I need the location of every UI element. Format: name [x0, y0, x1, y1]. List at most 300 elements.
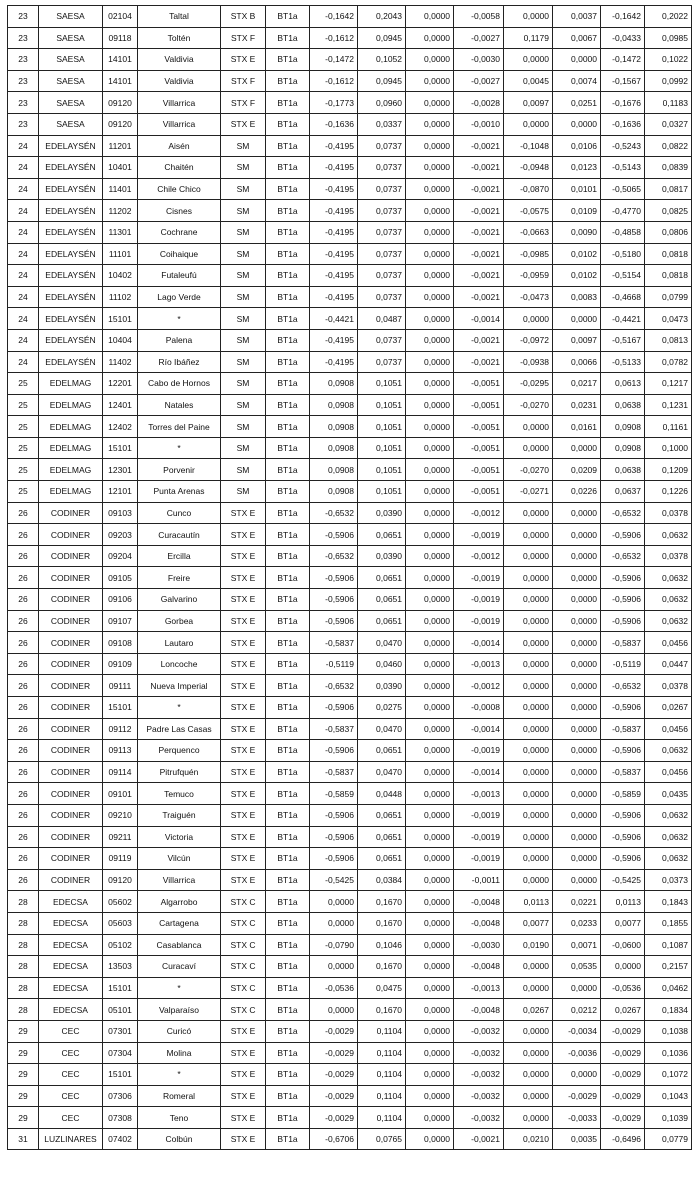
cell-commune-code: 13503 — [103, 956, 138, 978]
cell-value-b: 0,0737 — [358, 135, 406, 157]
cell-value-f: -0,0029 — [553, 1085, 601, 1107]
cell-commune-code: 15101 — [103, 697, 138, 719]
cell-tariff: BT1a — [266, 761, 310, 783]
cell-sector: SM — [221, 178, 266, 200]
cell-value-c: 0,0000 — [406, 1085, 454, 1107]
cell-value-c: 0,0000 — [406, 329, 454, 351]
table-row — [8, 135, 692, 157]
cell-value-d: -0,0021 — [454, 286, 504, 308]
cell-value-h: 0,1087 — [645, 934, 692, 956]
cell-tariff: BT1a — [266, 70, 310, 92]
cell-value-f: 0,0000 — [553, 113, 601, 135]
cell-value-g: -0,5837 — [601, 761, 645, 783]
cell-value-a: -0,4195 — [310, 157, 358, 179]
cell-value-c: 0,0000 — [406, 956, 454, 978]
cell-value-h: 0,0267 — [645, 697, 692, 719]
cell-value-f: 0,0037 — [553, 6, 601, 28]
cell-tariff: BT1a — [266, 394, 310, 416]
cell-company: EDECSA — [39, 912, 103, 934]
cell-value-e: 0,0190 — [504, 934, 553, 956]
cell-sector: SM — [221, 437, 266, 459]
cell-sector: SM — [221, 265, 266, 287]
cell-value-d: -0,0012 — [454, 545, 504, 567]
cell-company: CODINER — [39, 610, 103, 632]
cell-company: CODINER — [39, 567, 103, 589]
cell-company: EDECSA — [39, 999, 103, 1021]
cell-company: EDELAYSÉN — [39, 178, 103, 200]
cell-commune-code: 14101 — [103, 49, 138, 71]
cell-commune: Lago Verde — [138, 286, 221, 308]
cell-value-f: -0,0034 — [553, 1020, 601, 1042]
cell-value-f: 0,0000 — [553, 848, 601, 870]
cell-value-b: 0,1670 — [358, 999, 406, 1021]
cell-value-d: -0,0048 — [454, 891, 504, 913]
cell-zone: 28 — [8, 912, 39, 934]
cell-sector: STX E — [221, 826, 266, 848]
cell-company: SAESA — [39, 92, 103, 114]
cell-value-e: 0,0000 — [504, 545, 553, 567]
cell-value-a: -0,6532 — [310, 502, 358, 524]
cell-value-d: -0,0019 — [454, 848, 504, 870]
table-row — [8, 545, 692, 567]
cell-company: CEC — [39, 1020, 103, 1042]
cell-zone: 24 — [8, 200, 39, 222]
cell-commune: Chile Chico — [138, 178, 221, 200]
cell-commune: Loncoche — [138, 653, 221, 675]
cell-commune-code: 12101 — [103, 481, 138, 503]
cell-commune-code: 07308 — [103, 1107, 138, 1129]
cell-value-e: -0,0575 — [504, 200, 553, 222]
table-row — [8, 891, 692, 913]
cell-value-e: -0,0959 — [504, 265, 553, 287]
cell-value-f: 0,0000 — [553, 653, 601, 675]
cell-value-f: 0,0101 — [553, 178, 601, 200]
cell-commune-code: 12301 — [103, 459, 138, 481]
cell-value-c: 0,0000 — [406, 243, 454, 265]
table-row — [8, 848, 692, 870]
cell-value-h: 0,1183 — [645, 92, 692, 114]
cell-value-g: 0,0638 — [601, 459, 645, 481]
cell-value-e: -0,0663 — [504, 221, 553, 243]
cell-value-g: 0,0113 — [601, 891, 645, 913]
cell-commune: Galvarino — [138, 589, 221, 611]
cell-commune-code: 12201 — [103, 373, 138, 395]
cell-commune-code: 10404 — [103, 329, 138, 351]
cell-value-g: -0,5243 — [601, 135, 645, 157]
cell-commune: * — [138, 977, 221, 999]
cell-zone: 28 — [8, 891, 39, 913]
cell-value-e: 0,0000 — [504, 1042, 553, 1064]
cell-value-f: 0,0000 — [553, 804, 601, 826]
cell-sector: STX E — [221, 1107, 266, 1129]
cell-zone: 29 — [8, 1042, 39, 1064]
cell-value-g: -0,5906 — [601, 826, 645, 848]
cell-value-f: 0,0000 — [553, 524, 601, 546]
cell-value-b: 0,0737 — [358, 178, 406, 200]
cell-value-h: 0,1072 — [645, 1064, 692, 1086]
cell-value-h: 0,0822 — [645, 135, 692, 157]
cell-value-d: -0,0013 — [454, 783, 504, 805]
cell-company: CODINER — [39, 697, 103, 719]
table-row — [8, 70, 692, 92]
cell-value-b: 0,0470 — [358, 632, 406, 654]
cell-value-b: 0,0651 — [358, 826, 406, 848]
cell-value-h: 0,0456 — [645, 761, 692, 783]
cell-zone: 24 — [8, 135, 39, 157]
cell-value-a: -0,1612 — [310, 70, 358, 92]
cell-sector: STX C — [221, 956, 266, 978]
cell-value-h: 0,1000 — [645, 437, 692, 459]
cell-value-a: -0,4195 — [310, 178, 358, 200]
cell-value-e: 0,0000 — [504, 826, 553, 848]
cell-value-d: -0,0014 — [454, 718, 504, 740]
cell-tariff: BT1a — [266, 49, 310, 71]
cell-company: EDELAYSÉN — [39, 243, 103, 265]
cell-zone: 28 — [8, 977, 39, 999]
cell-value-c: 0,0000 — [406, 1020, 454, 1042]
cell-value-f: 0,0000 — [553, 783, 601, 805]
cell-sector: STX E — [221, 848, 266, 870]
cell-commune-code: 05603 — [103, 912, 138, 934]
cell-value-h: 0,1036 — [645, 1042, 692, 1064]
cell-value-a: 0,0908 — [310, 459, 358, 481]
cell-value-f: 0,0000 — [553, 740, 601, 762]
cell-value-h: 0,1209 — [645, 459, 692, 481]
cell-value-h: 0,1022 — [645, 49, 692, 71]
cell-commune-code: 09120 — [103, 92, 138, 114]
cell-value-a: -0,5859 — [310, 783, 358, 805]
cell-zone: 26 — [8, 761, 39, 783]
table-row — [8, 912, 692, 934]
cell-company: SAESA — [39, 70, 103, 92]
cell-value-h: 0,0632 — [645, 848, 692, 870]
cell-tariff: BT1a — [266, 675, 310, 697]
cell-commune: Cochrane — [138, 221, 221, 243]
cell-zone: 26 — [8, 826, 39, 848]
cell-value-a: 0,0000 — [310, 999, 358, 1021]
cell-value-g: -0,1636 — [601, 113, 645, 135]
cell-sector: STX F — [221, 92, 266, 114]
cell-value-e: 0,0000 — [504, 589, 553, 611]
table-row — [8, 956, 692, 978]
cell-value-g: -0,5837 — [601, 632, 645, 654]
cell-sector: STX E — [221, 804, 266, 826]
cell-commune: Punta Arenas — [138, 481, 221, 503]
cell-value-h: 0,0378 — [645, 502, 692, 524]
cell-zone: 31 — [8, 1128, 39, 1150]
cell-zone: 26 — [8, 718, 39, 740]
cell-value-d: -0,0021 — [454, 243, 504, 265]
cell-value-c: 0,0000 — [406, 70, 454, 92]
cell-commune: Palena — [138, 329, 221, 351]
cell-tariff: BT1a — [266, 653, 310, 675]
cell-tariff: BT1a — [266, 502, 310, 524]
cell-commune-code: 14101 — [103, 70, 138, 92]
cell-commune: Traiguén — [138, 804, 221, 826]
cell-company: EDELMAG — [39, 416, 103, 438]
cell-sector: STX E — [221, 675, 266, 697]
cell-commune: Cartagena — [138, 912, 221, 934]
cell-commune: Villarrica — [138, 869, 221, 891]
cell-value-e: 0,0113 — [504, 891, 553, 913]
cell-value-e: 0,0000 — [504, 308, 553, 330]
cell-value-c: 0,0000 — [406, 610, 454, 632]
cell-value-g: -0,5906 — [601, 848, 645, 870]
cell-value-c: 0,0000 — [406, 351, 454, 373]
cell-zone: 24 — [8, 329, 39, 351]
cell-commune: Porvenir — [138, 459, 221, 481]
cell-sector: STX E — [221, 113, 266, 135]
cell-zone: 23 — [8, 113, 39, 135]
cell-value-f: 0,0067 — [553, 27, 601, 49]
cell-value-a: -0,1773 — [310, 92, 358, 114]
cell-value-b: 0,1104 — [358, 1085, 406, 1107]
cell-value-c: 0,0000 — [406, 1128, 454, 1150]
cell-value-b: 0,2043 — [358, 6, 406, 28]
cell-value-g: 0,0908 — [601, 416, 645, 438]
cell-value-d: -0,0027 — [454, 70, 504, 92]
cell-sector: SM — [221, 459, 266, 481]
table-row — [8, 178, 692, 200]
cell-value-c: 0,0000 — [406, 1064, 454, 1086]
cell-commune: Molina — [138, 1042, 221, 1064]
cell-value-a: -0,0790 — [310, 934, 358, 956]
cell-value-h: 0,0813 — [645, 329, 692, 351]
cell-commune-code: 11402 — [103, 351, 138, 373]
cell-value-b: 0,0765 — [358, 1128, 406, 1150]
cell-value-d: -0,0021 — [454, 329, 504, 351]
cell-value-d: -0,0051 — [454, 481, 504, 503]
cell-zone: 24 — [8, 178, 39, 200]
cell-sector: SM — [221, 157, 266, 179]
cell-commune-code: 10401 — [103, 157, 138, 179]
cell-value-e: 0,0000 — [504, 977, 553, 999]
cell-company: EDELMAG — [39, 481, 103, 503]
cell-company: CODINER — [39, 653, 103, 675]
cell-value-f: -0,0036 — [553, 1042, 601, 1064]
cell-commune: Perquenco — [138, 740, 221, 762]
cell-sector: STX E — [221, 632, 266, 654]
table-row — [8, 869, 692, 891]
cell-value-h: 0,0817 — [645, 178, 692, 200]
cell-company: CODINER — [39, 718, 103, 740]
cell-sector: SM — [221, 329, 266, 351]
cell-commune: * — [138, 437, 221, 459]
cell-value-g: 0,0000 — [601, 956, 645, 978]
cell-zone: 26 — [8, 567, 39, 589]
cell-value-h: 0,0782 — [645, 351, 692, 373]
cell-value-c: 0,0000 — [406, 848, 454, 870]
cell-value-c: 0,0000 — [406, 653, 454, 675]
cell-value-f: 0,0000 — [553, 632, 601, 654]
cell-commune: Romeral — [138, 1085, 221, 1107]
cell-commune: Villarrica — [138, 92, 221, 114]
cell-zone: 26 — [8, 502, 39, 524]
cell-commune-code: 07304 — [103, 1042, 138, 1064]
cell-value-e: 0,0000 — [504, 804, 553, 826]
cell-value-e: 0,0000 — [504, 848, 553, 870]
cell-value-g: -0,0029 — [601, 1064, 645, 1086]
cell-sector: STX E — [221, 589, 266, 611]
cell-value-a: -0,0029 — [310, 1042, 358, 1064]
cell-sector: STX E — [221, 1042, 266, 1064]
cell-value-b: 0,0337 — [358, 113, 406, 135]
cell-tariff: BT1a — [266, 329, 310, 351]
cell-sector: STX E — [221, 718, 266, 740]
cell-value-a: -0,0029 — [310, 1085, 358, 1107]
cell-value-e: 0,0000 — [504, 1064, 553, 1086]
cell-commune-code: 09103 — [103, 502, 138, 524]
cell-commune-code: 09112 — [103, 718, 138, 740]
cell-tariff: BT1a — [266, 956, 310, 978]
cell-value-b: 0,1051 — [358, 416, 406, 438]
table-row — [8, 977, 692, 999]
cell-value-e: -0,1048 — [504, 135, 553, 157]
cell-company: EDELAYSÉN — [39, 286, 103, 308]
cell-value-e: 0,0000 — [504, 1085, 553, 1107]
cell-value-d: -0,0021 — [454, 1128, 504, 1150]
cell-value-g: -0,4858 — [601, 221, 645, 243]
cell-tariff: BT1a — [266, 977, 310, 999]
cell-value-g: -0,5906 — [601, 697, 645, 719]
table-row — [8, 740, 692, 762]
cell-tariff: BT1a — [266, 718, 310, 740]
cell-sector: STX E — [221, 567, 266, 589]
cell-value-c: 0,0000 — [406, 49, 454, 71]
cell-sector: SM — [221, 394, 266, 416]
cell-value-g: -0,5906 — [601, 524, 645, 546]
cell-value-b: 0,1051 — [358, 459, 406, 481]
cell-value-b: 0,0737 — [358, 329, 406, 351]
cell-value-d: -0,0021 — [454, 221, 504, 243]
cell-sector: SM — [221, 286, 266, 308]
cell-tariff: BT1a — [266, 912, 310, 934]
cell-value-a: -0,6532 — [310, 545, 358, 567]
cell-company: CEC — [39, 1042, 103, 1064]
cell-value-c: 0,0000 — [406, 697, 454, 719]
cell-zone: 26 — [8, 697, 39, 719]
cell-tariff: BT1a — [266, 1128, 310, 1150]
cell-value-g: 0,0613 — [601, 373, 645, 395]
table-row — [8, 1085, 692, 1107]
cell-value-h: 0,1855 — [645, 912, 692, 934]
cell-value-b: 0,1670 — [358, 956, 406, 978]
cell-commune-code: 07301 — [103, 1020, 138, 1042]
cell-tariff: BT1a — [266, 848, 310, 870]
cell-company: EDELAYSÉN — [39, 308, 103, 330]
cell-value-h: 0,0473 — [645, 308, 692, 330]
cell-value-c: 0,0000 — [406, 113, 454, 135]
cell-value-f: 0,0000 — [553, 610, 601, 632]
cell-zone: 23 — [8, 92, 39, 114]
cell-value-d: -0,0048 — [454, 912, 504, 934]
cell-value-g: -0,1642 — [601, 6, 645, 28]
cell-commune: Cabo de Hornos — [138, 373, 221, 395]
cell-commune: Freire — [138, 567, 221, 589]
cell-value-c: 0,0000 — [406, 891, 454, 913]
cell-value-c: 0,0000 — [406, 437, 454, 459]
cell-commune: Valdivia — [138, 49, 221, 71]
cell-value-e: -0,0870 — [504, 178, 553, 200]
cell-commune: Cisnes — [138, 200, 221, 222]
table-row — [8, 329, 692, 351]
cell-sector: SM — [221, 351, 266, 373]
cell-value-g: -0,6496 — [601, 1128, 645, 1150]
cell-value-d: -0,0019 — [454, 740, 504, 762]
cell-value-a: -0,1642 — [310, 6, 358, 28]
cell-value-d: -0,0051 — [454, 459, 504, 481]
table-row — [8, 697, 692, 719]
cell-value-b: 0,1051 — [358, 394, 406, 416]
cell-zone: 26 — [8, 804, 39, 826]
cell-tariff: BT1a — [266, 826, 310, 848]
cell-zone: 26 — [8, 545, 39, 567]
cell-value-b: 0,0945 — [358, 70, 406, 92]
cell-commune: Futaleufú — [138, 265, 221, 287]
cell-value-c: 0,0000 — [406, 999, 454, 1021]
table-row — [8, 1020, 692, 1042]
cell-commune-code: 09111 — [103, 675, 138, 697]
cell-value-e: -0,0972 — [504, 329, 553, 351]
cell-value-f: 0,0000 — [553, 697, 601, 719]
table-row — [8, 49, 692, 71]
cell-value-c: 0,0000 — [406, 27, 454, 49]
cell-tariff: BT1a — [266, 459, 310, 481]
cell-value-h: 0,0378 — [645, 545, 692, 567]
cell-value-e: 0,0000 — [504, 783, 553, 805]
cell-value-h: 0,0632 — [645, 610, 692, 632]
cell-sector: STX E — [221, 697, 266, 719]
cell-value-d: -0,0014 — [454, 761, 504, 783]
cell-value-d: -0,0032 — [454, 1042, 504, 1064]
cell-tariff: BT1a — [266, 1020, 310, 1042]
cell-sector: SM — [221, 481, 266, 503]
cell-zone: 26 — [8, 869, 39, 891]
cell-commune: Aisén — [138, 135, 221, 157]
cell-value-f: 0,0000 — [553, 308, 601, 330]
cell-value-b: 0,0737 — [358, 265, 406, 287]
cell-zone: 28 — [8, 934, 39, 956]
cell-value-b: 0,0651 — [358, 589, 406, 611]
table-row — [8, 481, 692, 503]
cell-commune-code: 09120 — [103, 113, 138, 135]
cell-value-b: 0,0448 — [358, 783, 406, 805]
table-row — [8, 221, 692, 243]
table-row — [8, 502, 692, 524]
cell-company: EDELAYSÉN — [39, 157, 103, 179]
cell-zone: 24 — [8, 265, 39, 287]
cell-value-f: 0,0035 — [553, 1128, 601, 1150]
cell-value-d: -0,0014 — [454, 308, 504, 330]
cell-value-d: -0,0013 — [454, 653, 504, 675]
cell-sector: STX E — [221, 524, 266, 546]
cell-commune: Torres del Paine — [138, 416, 221, 438]
cell-commune-code: 15101 — [103, 308, 138, 330]
cell-value-a: 0,0000 — [310, 956, 358, 978]
cell-tariff: BT1a — [266, 113, 310, 135]
cell-zone: 24 — [8, 351, 39, 373]
cell-sector: STX E — [221, 761, 266, 783]
cell-value-f: 0,0221 — [553, 891, 601, 913]
table-row — [8, 27, 692, 49]
cell-value-h: 0,0806 — [645, 221, 692, 243]
cell-zone: 24 — [8, 308, 39, 330]
cell-value-b: 0,0390 — [358, 675, 406, 697]
cell-value-c: 0,0000 — [406, 589, 454, 611]
table-row — [8, 999, 692, 1021]
cell-value-e: 0,0000 — [504, 1020, 553, 1042]
cell-value-g: -0,4421 — [601, 308, 645, 330]
